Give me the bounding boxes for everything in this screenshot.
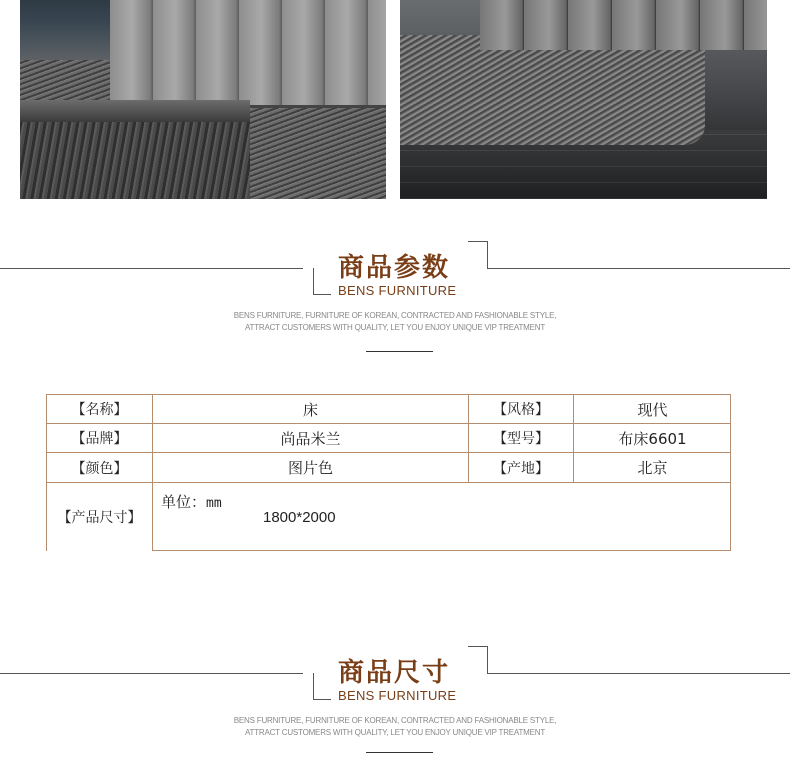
size-unit-label: 单位： <box>161 493 207 511</box>
section-title: 商品尺寸 <box>338 658 451 688</box>
spec-value-name: 床 <box>302 400 318 419</box>
size-dimensions: 1800*2000 <box>263 509 336 526</box>
size-unit-value: mm <box>206 496 222 511</box>
product-photo-bed-ottoman <box>20 0 386 199</box>
divider-line <box>0 673 303 674</box>
bed-headboard <box>110 0 386 108</box>
bracket-decoration <box>303 268 314 294</box>
bracket-decoration <box>313 294 331 295</box>
ottoman-top <box>20 100 250 122</box>
spec-label-color: 【颜色】 <box>47 453 152 482</box>
spec-label-style: 【风格】 <box>469 395 573 423</box>
spec-value-style: 现代 <box>637 400 668 419</box>
spec-label-model: 【型号】 <box>469 424 573 452</box>
spec-label-origin: 【产地】 <box>469 453 573 482</box>
divider-line <box>0 268 303 269</box>
spec-value-origin: 北京 <box>637 459 668 477</box>
shag-rug-detail <box>400 35 705 145</box>
spec-value-model: 布床6601 <box>618 429 687 448</box>
section-subtitle: BENS FURNITURE <box>338 283 457 298</box>
section-header-params <box>0 241 790 356</box>
section-subtitle: BENS FURNITURE <box>338 688 457 703</box>
spec-value-brand: 尚品米兰 <box>280 429 341 448</box>
bracket-decoration <box>487 241 488 269</box>
section-title: 商品参数 <box>338 253 451 283</box>
spec-label-name: 【名称】 <box>47 395 152 423</box>
bed-frame <box>480 0 767 50</box>
bracket-decoration <box>468 241 488 242</box>
bracket-decoration <box>468 646 488 647</box>
tagline: BENS FURNITURE, FURNITURE OF KOREAN, CONTRACTED AND FASHIONABLE STYLE, <box>233 716 557 725</box>
divider-line <box>488 673 790 674</box>
bracket-decoration <box>303 673 314 699</box>
divider-line <box>488 268 790 269</box>
product-photo-bed-detail <box>400 0 767 199</box>
spec-table <box>46 394 731 551</box>
short-underline <box>366 351 433 352</box>
spec-label-brand: 【品牌】 <box>47 424 152 452</box>
spec-value-size <box>153 483 731 551</box>
tagline: ATTRACT CUSTOMERS WITH QUALITY, LET YOU ENJOY UNIQUE VIP TREATMENT <box>244 323 546 332</box>
tagline: ATTRACT CUSTOMERS WITH QUALITY, LET YOU ENJOY UNIQUE VIP TREATMENT <box>244 728 546 737</box>
spec-label-size: 【产品尺寸】 <box>47 483 152 551</box>
size-unit <box>161 491 222 512</box>
bracket-decoration <box>487 646 488 674</box>
short-underline <box>366 752 433 753</box>
spec-value-color: 图片色 <box>287 459 333 477</box>
tagline: BENS FURNITURE, FURNITURE OF KOREAN, CONTRACTED AND FASHIONABLE STYLE, <box>233 311 557 320</box>
section-header-size <box>0 646 790 761</box>
bracket-decoration <box>313 699 331 700</box>
